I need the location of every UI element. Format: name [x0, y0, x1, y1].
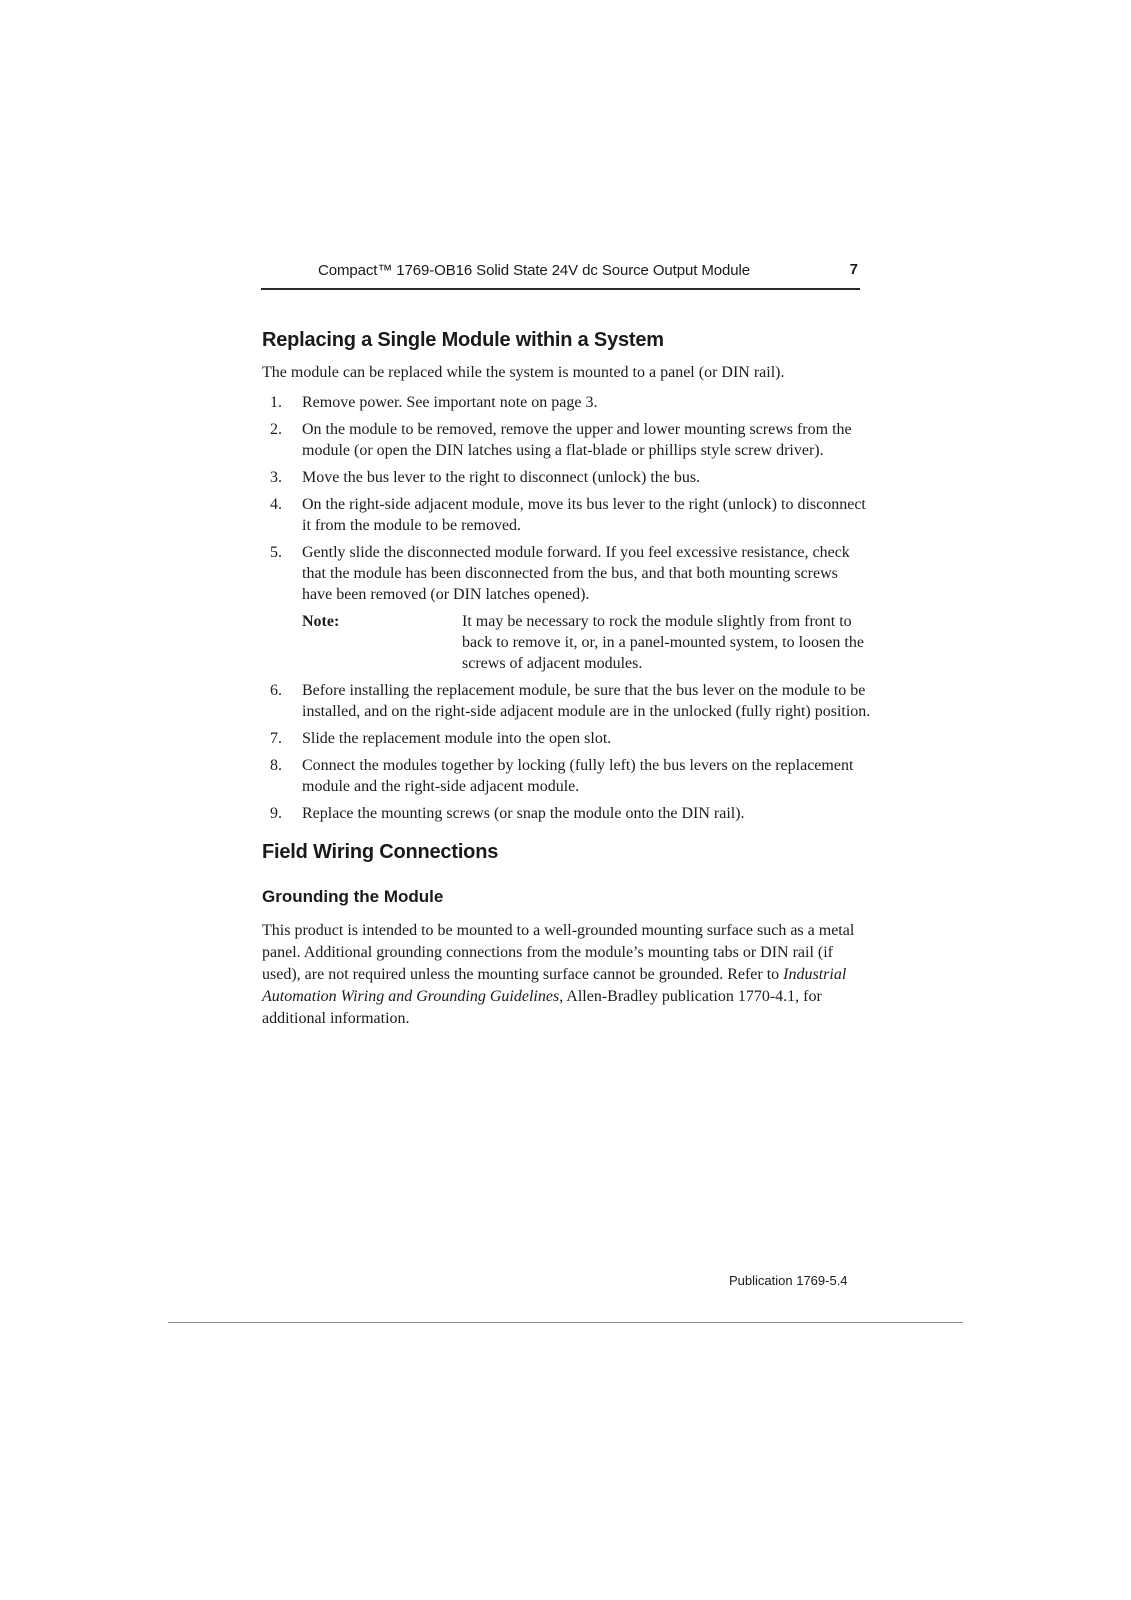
section-intro: The module can be replaced while the system is mounted to a panel (or DIN rail).	[262, 364, 785, 381]
list-item	[262, 728, 872, 749]
list-item	[262, 467, 872, 488]
section-heading-field-wiring: Field Wiring Connections	[262, 841, 499, 863]
step-number: 8.	[270, 757, 282, 774]
step-text: On the module to be removed, remove the upper and lower mounting screws from the module (or open the DIN latches using a flat-blade or phillips style screw driver).	[302, 421, 852, 459]
section-heading-replacing-module: Replacing a Single Module within a System	[262, 329, 664, 351]
step-text: Move the bus lever to the right to disconnect (unlock) the bus.	[302, 469, 701, 486]
list-item	[262, 803, 872, 824]
step-number: 1.	[270, 394, 282, 411]
replacement-steps-list-continued	[262, 680, 872, 824]
step-number: 9.	[270, 805, 282, 822]
header-title: Compact™ 1769-OB16 Solid State 24V dc Source Output Module	[318, 262, 750, 279]
list-item	[262, 419, 872, 461]
step-text: Slide the replacement module into the open slot.	[302, 730, 612, 747]
list-item	[262, 494, 872, 536]
step-number: 4.	[270, 496, 282, 513]
step-text: Gently slide the disconnected module forward. If you feel excessive resistance, check that the module has been disconnected from the bus, and that both mounting screws have been removed (or DIN latches opened).	[302, 544, 850, 603]
step-number: 3.	[270, 469, 282, 486]
note-text: It may be necessary to rock the module slightly from front to back to remove it, or, in a panel-mounted system, to loosen the screws of adjacent modules.	[462, 613, 864, 672]
replacement-steps-list	[262, 392, 872, 605]
grounding-paragraph	[262, 920, 872, 1030]
step-number: 7.	[270, 730, 282, 747]
step-text: Replace the mounting screws (or snap the module onto the DIN rail).	[302, 805, 745, 822]
step-text: Connect the modules together by locking (fully left) the bus levers on the replacement module and the right-side adjacent module.	[302, 757, 854, 795]
guidelines-title: Industrial Automation Wiring and Grounding Guidelines	[262, 966, 847, 1005]
grounding-text-part1: This product is intended to be mounted to a well-grounded mounting surface such as a metal panel. Additional grounding connections from the module’s mounting tabs or DIN rail (if used), are not required unless the mounting surface cannot be grounded. Refer to	[262, 922, 855, 983]
step-number: 2.	[270, 421, 282, 438]
step-text: On the right-side adjacent module, move its bus lever to the right (unlock) to disconnect it from the module to be removed.	[302, 496, 866, 534]
list-item	[262, 542, 872, 605]
step-number: 6.	[270, 682, 282, 699]
subsection-heading-grounding: Grounding the Module	[262, 887, 444, 906]
step-text: Remove power. See important note on page 3.	[302, 394, 598, 411]
grounding-text-part2: , Allen-Bradley publication 1770-4.1, for additional information.	[262, 988, 822, 1027]
publication-footer: Publication 1769-5.4	[729, 1273, 848, 1288]
list-item	[262, 755, 872, 797]
list-item	[262, 392, 872, 413]
step-number: 5.	[270, 544, 282, 561]
bottom-divider	[168, 1322, 963, 1323]
page-header	[261, 258, 860, 290]
page-content	[262, 328, 872, 1030]
header-page-number: 7	[849, 261, 858, 278]
list-item	[262, 680, 872, 722]
note-label: Note:	[302, 613, 340, 630]
step-text: Before installing the replacement module, be sure that the bus lever on the module to be installed, and on the right-side adjacent module are in the unlocked (fully right) position.	[302, 682, 871, 720]
note-block	[302, 611, 872, 674]
